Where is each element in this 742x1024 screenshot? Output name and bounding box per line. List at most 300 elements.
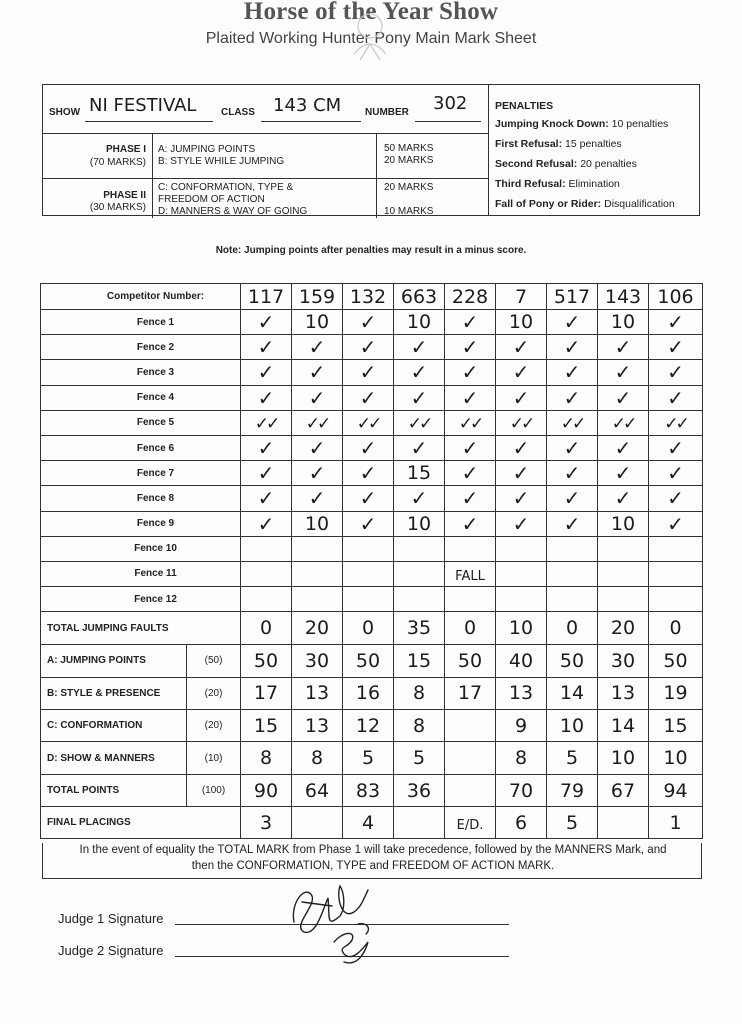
fence-cell[interactable] [649,511,703,536]
score-label: C: CONFORMATION [41,710,187,742]
fence-cell[interactable] [598,335,649,360]
mark-value: 19 [663,682,688,705]
score-cell[interactable] [394,710,445,742]
mark-value: 228 [451,285,489,308]
fence-cell[interactable] [343,511,394,536]
fence-cell[interactable] [496,511,547,536]
mark-value: 10 [304,311,330,334]
competitor-number-label: Competitor Number: [41,284,241,310]
score-cell[interactable] [547,774,598,806]
penalties-panel [488,84,701,216]
mark-value: ✓✓ [611,413,635,434]
fence-cell[interactable] [394,385,445,410]
score-cell[interactable] [394,774,445,806]
mark-value: ✓ [359,486,377,511]
fence-label: Fence 10 [41,536,241,561]
show-value[interactable]: NI FESTIVAL [89,95,197,116]
fence-cell[interactable] [394,310,445,335]
mark-value: 13 [304,714,330,737]
fence-cell[interactable] [547,561,598,586]
score-cell[interactable] [598,645,649,677]
score-cell[interactable] [241,677,292,709]
placing-cell[interactable] [241,807,292,839]
fence-cell[interactable] [598,587,649,612]
fence-cell[interactable] [394,461,445,486]
placing-cell[interactable] [292,807,343,839]
score-cell[interactable] [598,677,649,709]
mark-value: 8 [412,714,426,737]
score-cell[interactable] [445,774,496,806]
fence-cell[interactable] [496,335,547,360]
mark-value: 1 [669,811,682,834]
mark-value: ✓ [308,486,326,511]
table-row [41,587,703,612]
fence-cell[interactable] [496,461,547,486]
mark-value: 30 [304,649,330,672]
fence-cell[interactable] [445,561,496,586]
phase1-marks: (70 MARKS) [89,157,146,168]
score-cell[interactable] [445,742,496,774]
score-cell[interactable] [241,710,292,742]
fence-cell[interactable] [598,385,649,410]
fence-cell[interactable] [649,561,703,586]
fence-cell[interactable] [598,561,649,586]
total-faults-cell[interactable] [343,612,394,645]
mark-value: 13 [610,682,636,705]
mark-value: ✓ [461,335,479,360]
mark-value: 143 [604,285,642,308]
competitor-number-cell[interactable] [241,284,292,310]
fence-cell[interactable] [445,435,496,460]
score-cell[interactable] [649,774,703,806]
mark-value: ✓ [667,385,684,410]
fence-cell[interactable] [445,587,496,612]
fence-label: Fence 4 [41,385,241,410]
mark-value: ✓ [512,436,530,461]
fence-cell[interactable] [547,461,598,486]
score-label: TOTAL POINTS [41,774,187,806]
placing-cell[interactable] [343,807,394,839]
score-cell[interactable] [547,710,598,742]
fence-cell[interactable] [292,536,343,561]
score-cell[interactable] [598,742,649,774]
fence-cell[interactable] [445,385,496,410]
fence-cell[interactable] [241,360,292,385]
fence-cell[interactable] [394,511,445,536]
fence-cell[interactable] [394,561,445,586]
fence-cell[interactable] [343,410,394,435]
score-cell[interactable] [445,645,496,677]
crest-watermark-icon [340,4,400,66]
mark-value: 20 [304,617,330,640]
score-cell[interactable] [241,774,292,806]
total-faults-cell[interactable] [292,612,343,645]
score-cell[interactable] [343,710,394,742]
mark-value: ✓ [512,461,530,486]
fence-cell[interactable] [394,587,445,612]
fence-cell[interactable] [547,486,598,511]
competitor-number-cell[interactable] [343,284,394,310]
fence-cell[interactable] [598,461,649,486]
mark-value: 94 [663,779,688,802]
number-value[interactable]: 302 [433,93,468,114]
mark-value: 117 [247,285,285,308]
fence-cell[interactable] [241,410,292,435]
score-cell[interactable] [292,710,343,742]
mark-value: 0 [463,617,477,640]
mark-value: ✓ [563,335,581,360]
fence-cell[interactable] [547,335,598,360]
mark-value: ✓ [308,335,326,360]
fence-cell[interactable] [445,486,496,511]
fence-cell[interactable] [649,536,703,561]
fence-cell[interactable] [241,385,292,410]
score-cell[interactable] [292,742,343,774]
score-cell[interactable] [292,774,343,806]
mark-value: 79 [559,779,585,802]
score-cell[interactable] [547,645,598,677]
score-cell[interactable] [343,645,394,677]
fence-cell[interactable] [343,310,394,335]
fence-cell[interactable] [547,410,598,435]
fence-cell[interactable] [292,561,343,586]
mark-value: ✓ [359,436,377,461]
placing-cell[interactable] [547,807,598,839]
total-faults-cell[interactable] [649,612,703,645]
fence-cell[interactable] [496,486,547,511]
mark-value: ✓ [257,335,275,360]
mark-value: ✓ [257,360,275,385]
fence-cell[interactable] [598,435,649,460]
class-value[interactable]: 143 CM [273,95,342,116]
fence-cell[interactable] [445,360,496,385]
fence-cell[interactable] [394,360,445,385]
penalty-label: Second Refusal: [495,158,578,170]
fence-cell[interactable] [547,536,598,561]
footnote-line1: In the event of equality the TOTAL MARK from Phase 1 will take precedence, followed by the MANNERS Mark, and [79,844,667,856]
fence-cell[interactable] [292,410,343,435]
competitor-number-cell[interactable] [445,284,496,310]
score-cell[interactable] [649,742,703,774]
total-faults-label: TOTAL JUMPING FAULTS [41,612,241,645]
competitor-number-cell[interactable] [292,284,343,310]
fence-cell[interactable] [343,461,394,486]
score-cell[interactable] [547,742,598,774]
score-cell[interactable] [649,677,703,709]
phase1-name: PHASE I [105,144,146,155]
mark-value: ✓ [410,360,428,385]
mark-value: ✓ [461,436,479,461]
fence-cell[interactable] [649,587,703,612]
penalty-item [495,118,668,130]
mark-value: ✓✓ [560,413,584,434]
score-cell[interactable] [241,742,292,774]
score-cell[interactable] [445,677,496,709]
score-cell[interactable] [292,645,343,677]
mark-value: ✓ [614,360,632,385]
score-cell[interactable] [445,710,496,742]
mark-value: ✓✓ [254,413,278,434]
competitor-number-cell[interactable] [598,284,649,310]
fence-cell[interactable] [241,536,292,561]
fence-cell[interactable] [394,410,445,435]
fence-cell[interactable] [547,511,598,536]
score-cell[interactable] [649,710,703,742]
fence-cell[interactable] [292,385,343,410]
score-cell[interactable] [496,677,547,709]
table-row [41,486,703,511]
fence-cell[interactable] [343,587,394,612]
fence-cell[interactable] [292,587,343,612]
fence-cell[interactable] [598,486,649,511]
fence-cell[interactable] [445,536,496,561]
score-cell[interactable] [496,774,547,806]
mark-value: 10 [406,512,432,535]
phase2-name: PHASE II [103,190,146,201]
table-row [41,284,703,310]
mark-value: 14 [559,682,585,705]
fence-cell[interactable] [598,536,649,561]
mark-value: 50 [663,649,688,672]
table-row [41,677,703,709]
penalty-label: Jumping Knock Down: [495,118,609,130]
fence-cell[interactable] [598,310,649,335]
fence-label: Fence 2 [41,335,241,360]
score-cell[interactable] [496,742,547,774]
mark-value: 159 [298,285,336,308]
fence-cell[interactable] [292,360,343,385]
mark-value: ✓ [563,360,581,385]
fence-cell[interactable] [649,486,703,511]
score-cell[interactable] [496,710,547,742]
fence-cell[interactable] [547,385,598,410]
sheet-title: Horse of the Year Show [243,0,499,25]
fence-cell[interactable] [649,360,703,385]
mark-value: 10 [610,747,636,770]
fence-label: Fence 3 [41,360,241,385]
show-label: SHOW [49,107,81,118]
fence-cell[interactable] [343,360,394,385]
sheet-subtitle: Plaited Working Hunter Pony Main Mark Sheet [205,30,537,47]
fence-cell[interactable] [241,435,292,460]
total-faults-cell[interactable] [496,612,547,645]
fence-cell[interactable] [547,360,598,385]
placing-cell[interactable] [649,807,703,839]
mark-value: 30 [610,649,636,672]
mark-value: 4 [361,811,375,834]
score-cell[interactable] [241,645,292,677]
fence-cell[interactable] [649,335,703,360]
mark-value: 15 [406,462,432,485]
mark-value: ✓ [461,486,479,511]
score-cell[interactable] [598,710,649,742]
table-row [41,710,703,742]
fence-cell[interactable] [292,511,343,536]
mark-value: ✓ [359,461,377,486]
fence-cell[interactable] [496,435,547,460]
fence-cell[interactable] [496,385,547,410]
total-faults-cell[interactable] [445,612,496,645]
fence-cell[interactable] [598,410,649,435]
mark-value: 9 [514,714,528,737]
fence-cell[interactable] [292,335,343,360]
fence-cell[interactable] [598,360,649,385]
mark-value: ✓ [512,385,530,410]
penalty-value: 10 penalties [611,118,669,130]
score-cell[interactable] [394,645,445,677]
info-box [42,84,700,216]
mark-value: ✓ [667,461,684,486]
score-cell[interactable] [547,677,598,709]
table-row [41,774,703,806]
fence-cell[interactable] [394,536,445,561]
mark-value: ✓ [461,310,479,335]
fence-cell[interactable] [292,435,343,460]
mark-value: ✓✓ [509,413,533,434]
competitor-number-cell[interactable] [547,284,598,310]
mark-value: ✓ [512,360,530,385]
mark-value: 90 [253,779,279,802]
competitor-number-cell[interactable] [649,284,703,310]
total-faults-cell[interactable] [241,612,292,645]
table-row [41,645,703,677]
competitor-number-cell[interactable] [496,284,547,310]
fence-cell[interactable] [343,486,394,511]
mark-value: ✓ [308,461,326,486]
mark-value: 36 [406,779,432,802]
fence-cell[interactable] [598,511,649,536]
score-cell[interactable] [343,742,394,774]
fence-cell[interactable] [649,435,703,460]
mark-value: 10 [610,311,636,334]
fence-cell[interactable] [445,410,496,435]
score-cell[interactable] [394,742,445,774]
fence-cell[interactable] [343,435,394,460]
table-row [41,461,703,486]
mark-value: ✓ [563,436,581,461]
score-cell[interactable] [394,677,445,709]
mark-value: 83 [355,779,381,802]
score-label: B: STYLE & PRESENCE [41,677,187,709]
fence-cell[interactable] [241,587,292,612]
score-cell[interactable] [343,774,394,806]
mark-value: 5 [565,747,579,770]
fence-cell[interactable] [649,410,703,435]
mark-value: ✓✓ [458,413,482,434]
score-label: A: JUMPING POINTS [41,645,187,677]
placing-cell[interactable] [394,807,445,839]
mark-value: 15 [663,714,688,737]
total-faults-cell[interactable] [598,612,649,645]
fence-cell[interactable] [496,587,547,612]
fence-cell[interactable] [343,335,394,360]
total-faults-cell[interactable] [547,612,598,645]
mark-value: ✓ [667,335,684,360]
fence-cell[interactable] [343,385,394,410]
fence-cell[interactable] [547,587,598,612]
fence-cell[interactable] [241,310,292,335]
fence-cell[interactable] [496,561,547,586]
placing-cell[interactable] [445,807,496,839]
fence-cell[interactable] [649,385,703,410]
mark-value: ✓✓ [664,413,687,434]
fence-cell[interactable] [394,335,445,360]
penalty-label: Third Refusal: [495,178,566,190]
fence-cell[interactable] [241,486,292,511]
fence-cell[interactable] [241,511,292,536]
placing-cell[interactable] [496,807,547,839]
score-cell[interactable] [598,774,649,806]
mark-value: ✓ [667,486,684,511]
fence-cell[interactable] [241,561,292,586]
class-label: CLASS [221,107,255,118]
score-cell[interactable] [649,645,703,677]
fence-cell[interactable] [292,310,343,335]
mark-value: ✓ [410,385,428,410]
fence-cell[interactable] [394,435,445,460]
score-max: (20) [187,710,241,742]
fence-cell[interactable] [445,335,496,360]
fence-cell[interactable] [445,461,496,486]
table-row [41,742,703,774]
phase1-mark-b: 20 MARKS [384,155,434,166]
fence-label: Fence 5 [41,410,241,435]
table-row [41,435,703,460]
fence-cell[interactable] [649,310,703,335]
mark-value: 10 [406,311,432,334]
fence-cell[interactable] [649,461,703,486]
competitor-number-cell[interactable] [394,284,445,310]
mark-value: ✓ [359,360,377,385]
handwritten-signature-icon [282,862,392,972]
fence-cell[interactable] [496,536,547,561]
note: Note: Jumping points after penalties may result in a minus score. [215,245,527,256]
fence-cell[interactable] [547,435,598,460]
mark-value: 67 [610,779,636,802]
fence-cell[interactable] [445,511,496,536]
fence-cell[interactable] [547,310,598,335]
fence-cell[interactable] [445,310,496,335]
fence-cell[interactable] [496,310,547,335]
table-row [41,385,703,410]
fence-cell[interactable] [496,360,547,385]
total-faults-cell[interactable] [394,612,445,645]
mark-value: ✓ [257,310,275,335]
mark-value: 17 [457,682,483,705]
fence-cell[interactable] [496,410,547,435]
mark-value: ✓ [410,486,428,511]
fence-cell[interactable] [343,561,394,586]
fence-cell[interactable] [292,461,343,486]
penalty-value: 15 penalties [565,138,622,150]
score-cell[interactable] [292,677,343,709]
score-cell[interactable] [343,677,394,709]
mark-value: ✓ [512,335,530,360]
score-cell[interactable] [496,645,547,677]
mark-value: 10 [559,714,585,737]
fence-cell[interactable] [241,461,292,486]
mark-value: ✓ [614,436,632,461]
fence-cell[interactable] [241,335,292,360]
fence-cell[interactable] [394,486,445,511]
fence-label: Fence 12 [41,587,241,612]
fence-cell[interactable] [343,536,394,561]
fence-cell[interactable] [292,486,343,511]
mark-value: ✓ [614,461,632,486]
placing-cell[interactable] [598,807,649,839]
mark-value: 13 [304,682,330,705]
mark-value: 13 [508,682,534,705]
